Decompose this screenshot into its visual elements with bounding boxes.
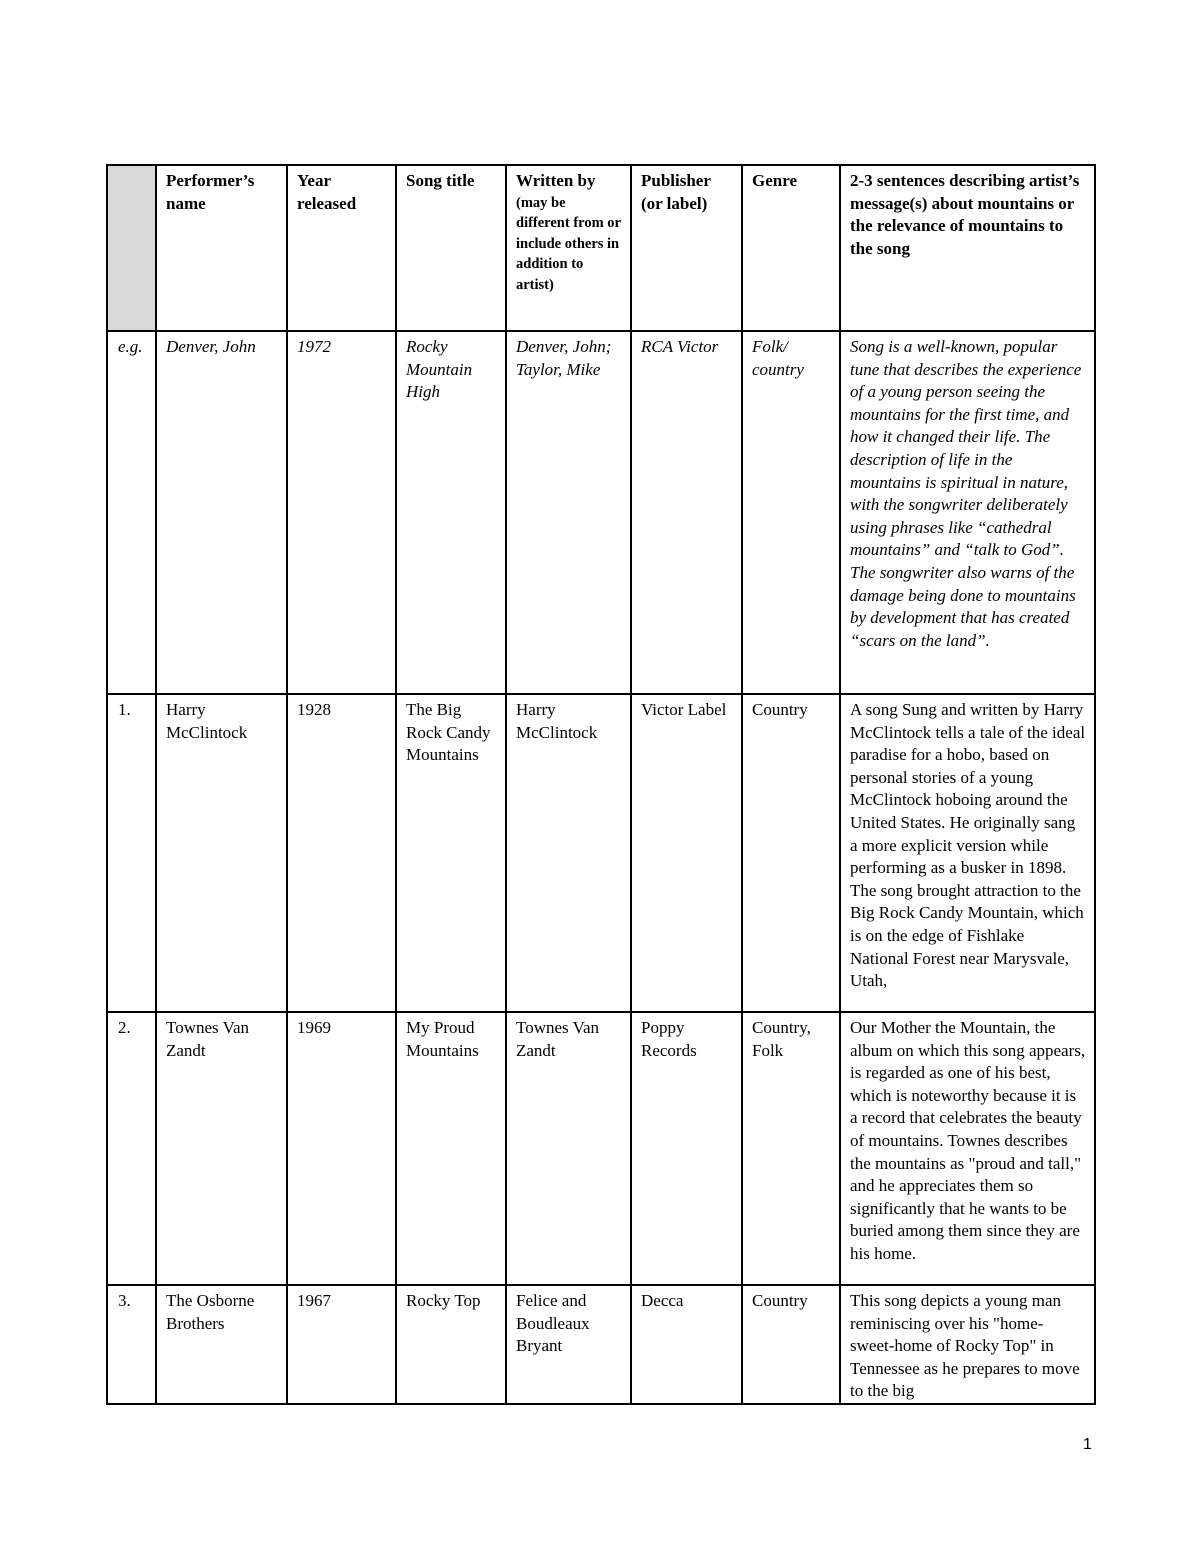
header-year: Year released	[287, 165, 396, 331]
description-cell: A song Sung and written by Harry McClintock tells a tale of the ideal paradise for a hobo, based on personal stories of a young McClintock hoboing around the United States. He originally sang a more explicit version while performing as a busker in 1898. The song brought attraction to the Big Rock Candy Mountain, which is on the edge of Fishlake National Forest near Marysvale, Utah,	[840, 694, 1095, 1012]
header-written-by	[506, 165, 631, 331]
header-genre: Genre	[742, 165, 840, 331]
header-song-title: Song title	[396, 165, 506, 331]
year-cell: 1969	[287, 1012, 396, 1285]
table-row	[107, 331, 1095, 694]
publisher-cell: Decca	[631, 1285, 742, 1404]
written-by-cell: Denver, John; Taylor, Mike	[506, 331, 631, 694]
performer-cell: The Osborne Brothers	[156, 1285, 287, 1404]
performer-cell: Denver, John	[156, 331, 287, 694]
description-cell: Our Mother the Mountain, the album on which this song appears, is regarded as one of his best, which is noteworthy because it is a record that celebrates the beauty of mountains. Townes describes the mountains as "proud and tall," and he appreciates them so significantly that he wants to be buried among them since they are his home.	[840, 1012, 1095, 1285]
row-number: 3.	[107, 1285, 156, 1404]
genre-cell: Country, Folk	[742, 1012, 840, 1285]
genre-cell: Country	[742, 694, 840, 1012]
header-corner-cell	[107, 165, 156, 331]
header-written-by-note: (may be different from or include others in addition to artist)	[516, 194, 621, 293]
song-title-cell: The Big Rock Candy Mountains	[396, 694, 506, 1012]
header-row	[107, 165, 1095, 331]
song-title-cell: Rocky Mountain High	[396, 331, 506, 694]
genre-cell: Country	[742, 1285, 840, 1404]
song-title-cell: Rocky Top	[396, 1285, 506, 1404]
table-row	[107, 1012, 1095, 1285]
table-row	[107, 1285, 1095, 1404]
written-by-cell: Townes Van Zandt	[506, 1012, 631, 1285]
table-row	[107, 694, 1095, 1012]
year-cell: 1972	[287, 331, 396, 694]
song-table	[106, 164, 1096, 1405]
description-cell: This song depicts a young man reminiscing over his "home-sweet-home of Rocky Top" in Tennessee as he prepares to move to the big	[840, 1285, 1095, 1404]
written-by-cell: Harry McClintock	[506, 694, 631, 1012]
header-written-by-label: Written by	[516, 171, 596, 190]
year-cell: 1967	[287, 1285, 396, 1404]
row-number: 2.	[107, 1012, 156, 1285]
row-number: 1.	[107, 694, 156, 1012]
performer-cell: Townes Van Zandt	[156, 1012, 287, 1285]
description-cell: Song is a well-known, popular tune that describes the experience of a young person seeing the mountains for the first time, and how it changed their life. The description of life in the mountains is spiritual in nature, with the songwriter deliberately using phrases like “cathedral mountains” and “talk to God”. The songwriter also warns of the damage being done to mountains by development that has created “scars on the land”.	[840, 331, 1095, 694]
publisher-cell: RCA Victor	[631, 331, 742, 694]
publisher-cell: Victor Label	[631, 694, 742, 1012]
year-cell: 1928	[287, 694, 396, 1012]
genre-cell: Folk/ country	[742, 331, 840, 694]
song-title-cell: My Proud Mountains	[396, 1012, 506, 1285]
header-description: 2-3 sentences describing artist’s message(s) about mountains or the relevance of mountains to the song	[840, 165, 1095, 331]
header-publisher: Publisher (or label)	[631, 165, 742, 331]
row-number: e.g.	[107, 331, 156, 694]
performer-cell: Harry McClintock	[156, 694, 287, 1012]
written-by-cell: Felice and Boudleaux Bryant	[506, 1285, 631, 1404]
header-performer: Performer’s name	[156, 165, 287, 331]
page-number: 1	[1083, 1436, 1092, 1453]
publisher-cell: Poppy Records	[631, 1012, 742, 1285]
